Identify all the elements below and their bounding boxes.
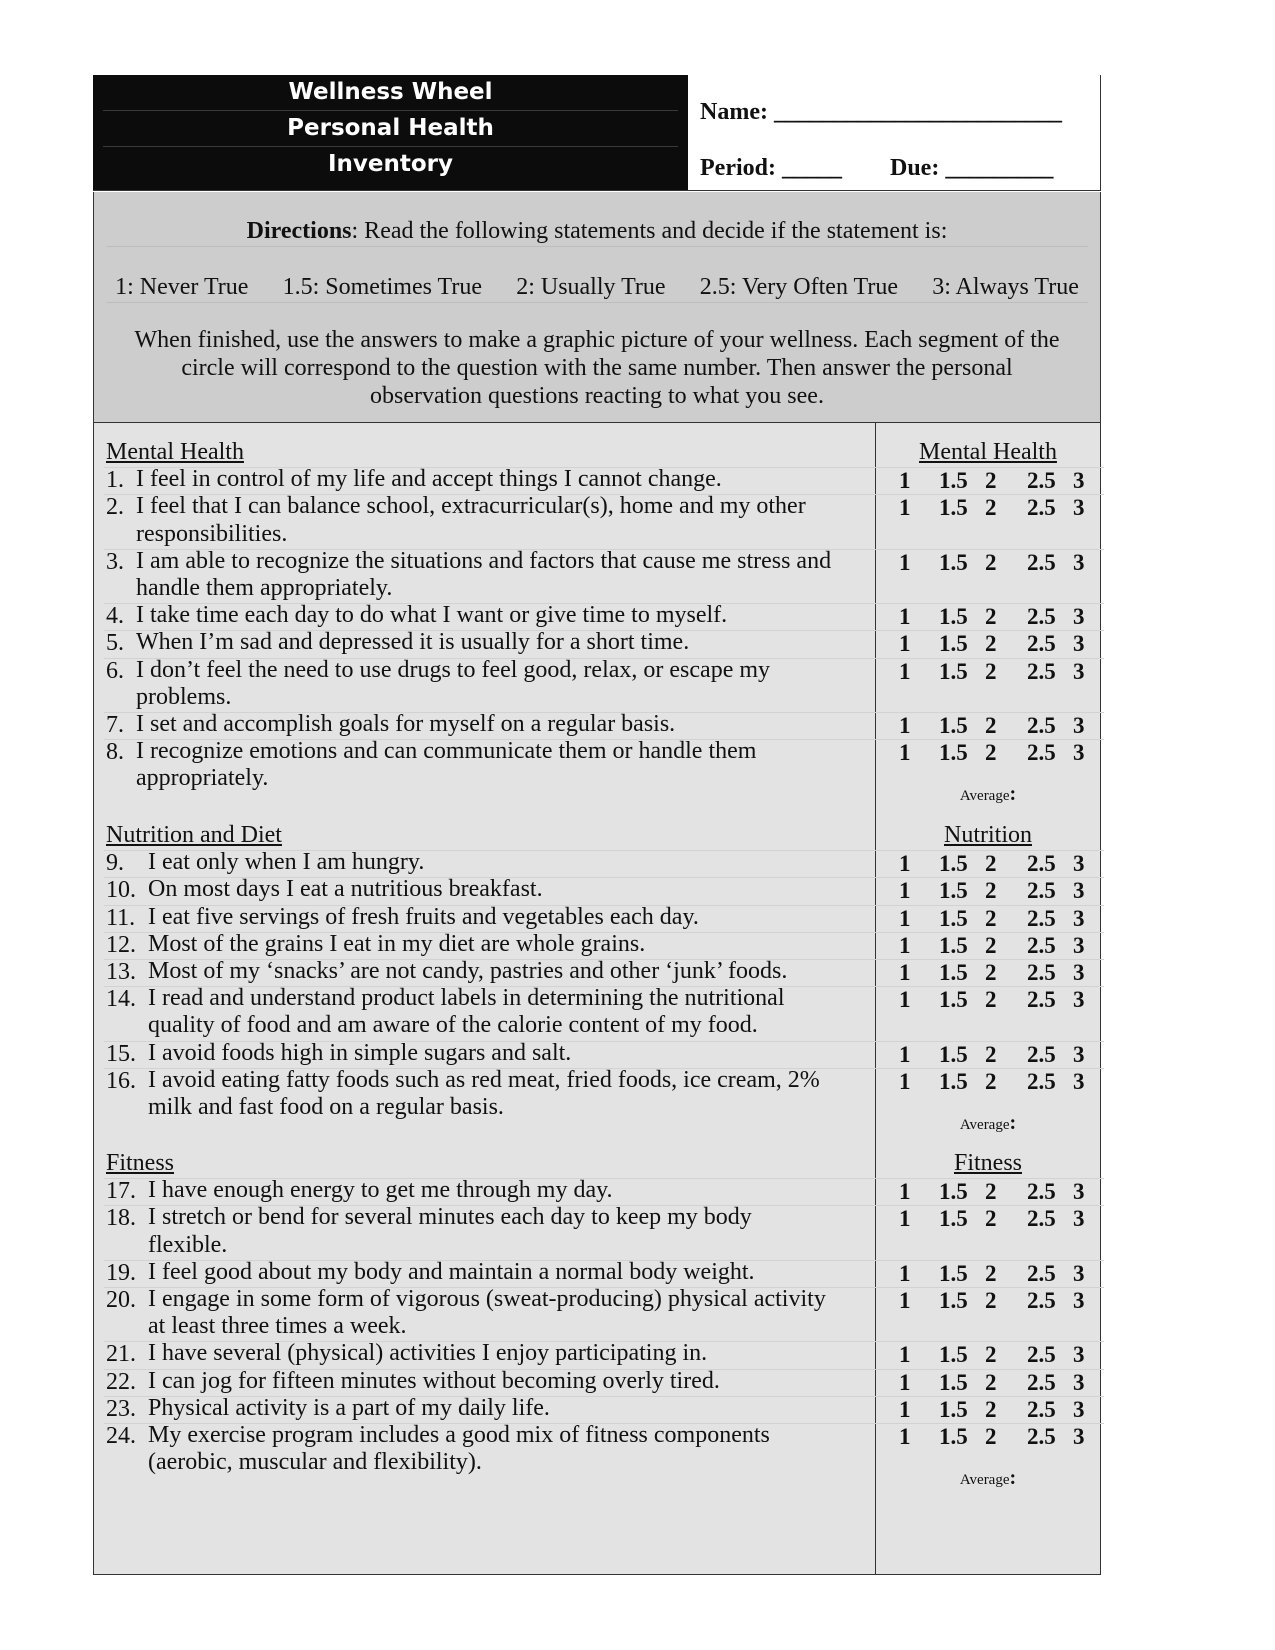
rating-option[interactable]: 1 xyxy=(899,1260,911,1286)
rating-option[interactable]: 1 xyxy=(899,1179,911,1205)
question-19 xyxy=(106,1259,866,1286)
rating-option[interactable]: 2.5 xyxy=(1027,1179,1056,1205)
rating-option[interactable]: 1 xyxy=(899,1424,911,1449)
rating-option[interactable]: 1.5 xyxy=(939,468,968,494)
rating-option[interactable]: 3 xyxy=(1073,740,1085,766)
question-text: flexible. xyxy=(148,1231,228,1258)
rating-option[interactable]: 3 xyxy=(1073,1288,1085,1313)
rating-row-9 xyxy=(877,849,1099,878)
question-23 xyxy=(106,1395,866,1422)
rating-option[interactable]: 2.5 xyxy=(1027,1424,1056,1449)
rating-option[interactable]: 2.5 xyxy=(1027,878,1056,904)
question-2 xyxy=(106,493,866,547)
rating-row-2 xyxy=(877,493,1099,522)
directions-label: Directions xyxy=(246,218,352,244)
rating-option[interactable]: 3 xyxy=(1073,1068,1085,1094)
directions-rule xyxy=(106,302,1088,303)
rating-option[interactable]: 3 xyxy=(1073,604,1085,630)
rating-option[interactable]: 2 xyxy=(985,1206,997,1232)
rating-option[interactable]: 2 xyxy=(985,1396,997,1422)
scale-item: 1.5: Sometimes True xyxy=(282,274,482,300)
rating-option[interactable]: 2 xyxy=(985,905,997,931)
rating-option[interactable]: 2 xyxy=(985,878,997,904)
rating-option[interactable]: 3 xyxy=(1073,960,1085,985)
instruction-line: circle will correspond to the question with the same number. Then answer the personal xyxy=(181,355,1013,381)
rating-option[interactable]: 1 xyxy=(899,987,911,1013)
rating-option[interactable]: 2.5 xyxy=(1027,987,1056,1013)
rating-option[interactable]: 2.5 xyxy=(1027,495,1056,521)
question-text: I feel in control of my life and accept things I cannot change. xyxy=(136,466,722,493)
rating-option[interactable]: 1.5 xyxy=(939,631,968,657)
question-text: Most of the grains I eat in my diet are whole grains. xyxy=(148,930,646,957)
rating-option[interactable]: 2.5 xyxy=(1027,658,1056,684)
question-22 xyxy=(106,1368,866,1395)
scale-item: 3: Always True xyxy=(932,274,1079,300)
rating-option[interactable]: 1 xyxy=(899,878,911,904)
rating-option[interactable]: 2.5 xyxy=(1027,740,1056,766)
question-number: 6. xyxy=(106,657,124,684)
rating-option[interactable]: 3 xyxy=(1073,932,1085,958)
directions-box xyxy=(93,192,1101,422)
rating-option[interactable]: 1 xyxy=(899,604,911,630)
question-number: 14. xyxy=(106,986,136,1013)
rating-option[interactable]: 2 xyxy=(985,1369,997,1395)
question-number: 19. xyxy=(106,1259,136,1286)
rating-option[interactable]: 3 xyxy=(1073,713,1085,738)
rating-option[interactable]: 1.5 xyxy=(939,1342,968,1368)
rating-option[interactable]: 2.5 xyxy=(1027,960,1056,985)
rating-option[interactable]: 2 xyxy=(985,1260,997,1286)
average-field-mental-health[interactable] xyxy=(877,783,1099,806)
question-text: My exercise program includes a good mix of fitness components xyxy=(148,1422,770,1448)
question-text: Physical activity is a part of my daily life. xyxy=(148,1394,550,1421)
rating-option[interactable]: 2.5 xyxy=(1027,932,1056,958)
instruction-line: When finished, use the answers to make a graphic picture of your wellness. Each segment of the xyxy=(134,327,1060,353)
question-text: I set and accomplish goals for myself on a regular basis. xyxy=(136,711,676,737)
question-text: I avoid eating fatty foods such as red meat, fried foods, ice cream, 2% xyxy=(148,1066,820,1093)
rating-option[interactable]: 1.5 xyxy=(939,987,968,1013)
rating-option[interactable]: 2.5 xyxy=(1027,549,1056,575)
rating-option[interactable]: 3 xyxy=(1073,468,1085,494)
rating-option[interactable]: 2.5 xyxy=(1027,1369,1056,1395)
title-line-2: Personal Health xyxy=(103,111,678,147)
rating-option[interactable]: 2.5 xyxy=(1027,1041,1056,1067)
question-number: 3. xyxy=(106,548,124,575)
header xyxy=(93,75,1101,191)
rating-option[interactable]: 1.5 xyxy=(939,1260,968,1286)
rating-row-16 xyxy=(877,1067,1099,1096)
rating-option[interactable]: 1 xyxy=(899,658,911,684)
rating-option[interactable]: 1 xyxy=(899,1206,911,1232)
question-text: I feel that I can balance school, extracurricular(s), home and my other xyxy=(136,493,806,520)
question-6 xyxy=(106,657,866,711)
directions-intro xyxy=(94,218,1100,245)
question-text: I eat only when I am hungry. xyxy=(148,849,425,876)
name-field[interactable]: Name: ________________________ xyxy=(700,99,1062,125)
rating-scale xyxy=(94,274,1100,301)
question-number: 23. xyxy=(106,1395,136,1422)
question-text: I can jog for fifteen minutes without becoming overly tired. xyxy=(148,1367,720,1394)
directions-text: : Read the following statements and decide if the statement is: xyxy=(351,218,948,244)
rating-option[interactable]: 1.5 xyxy=(939,1206,968,1232)
question-text: I eat five servings of fresh fruits and vegetables each day. xyxy=(148,903,699,930)
question-text: On most days I eat a nutritious breakfast. xyxy=(148,876,543,903)
title-box xyxy=(93,75,688,191)
question-text: responsibilities. xyxy=(136,520,288,547)
question-11 xyxy=(106,904,866,931)
rating-option[interactable]: 3 xyxy=(1073,495,1085,521)
question-number: 1. xyxy=(106,467,124,494)
rating-option[interactable]: 3 xyxy=(1073,1041,1085,1067)
average-label: Average xyxy=(959,788,1010,805)
rating-row-7 xyxy=(877,711,1099,740)
column-divider xyxy=(875,423,876,1575)
rating-option[interactable]: 2.5 xyxy=(1027,1068,1056,1094)
rating-option[interactable]: 1.5 xyxy=(939,713,968,738)
rating-option[interactable]: 2 xyxy=(985,960,997,985)
section-title-fitness: Fitness xyxy=(106,1150,175,1176)
rating-option[interactable]: 1.5 xyxy=(939,604,968,630)
question-number: 2. xyxy=(106,494,124,521)
average-label: Average xyxy=(959,1117,1010,1133)
rating-row-19 xyxy=(877,1259,1099,1288)
rating-option[interactable]: 1 xyxy=(899,468,911,494)
rating-option[interactable]: 2 xyxy=(985,549,997,575)
question-number: 21. xyxy=(106,1341,136,1368)
rating-option[interactable]: 2.5 xyxy=(1027,631,1056,657)
rating-option[interactable]: 1 xyxy=(899,932,911,958)
rating-option[interactable]: 1 xyxy=(899,851,911,877)
rating-row-18 xyxy=(877,1204,1099,1233)
rating-option[interactable]: 1.5 xyxy=(939,1288,968,1313)
rating-option[interactable]: 1.5 xyxy=(939,905,968,931)
question-12 xyxy=(106,931,866,958)
question-text: I avoid foods high in simple sugars and salt. xyxy=(148,1039,572,1066)
rating-option[interactable]: 2 xyxy=(985,1288,997,1313)
rating-title-fitness: Fitness xyxy=(953,1150,1022,1176)
rating-option[interactable]: 2 xyxy=(985,495,997,521)
question-3 xyxy=(106,548,866,602)
question-24 xyxy=(106,1422,866,1476)
rating-option[interactable]: 2 xyxy=(985,658,997,684)
rating-option[interactable]: 2 xyxy=(985,1179,997,1205)
rating-option[interactable]: 1 xyxy=(899,1342,911,1368)
period-field[interactable]: Period: _____ xyxy=(700,155,842,181)
question-text: I have enough energy to get me through my day. xyxy=(148,1177,613,1204)
question-18 xyxy=(106,1204,866,1258)
rating-option[interactable]: 1 xyxy=(899,1041,911,1067)
question-text: I recognize emotions and can communicate them or handle them xyxy=(136,738,757,765)
question-number: 8. xyxy=(106,739,124,766)
question-21 xyxy=(106,1340,866,1367)
student-info xyxy=(688,75,1101,191)
rating-option[interactable]: 2.5 xyxy=(1027,1396,1056,1422)
inventory-sheet xyxy=(93,75,1101,1575)
question-number: 10. xyxy=(106,877,136,904)
title-line-3: Inventory xyxy=(327,151,454,177)
rating-option[interactable]: 1 xyxy=(899,495,911,521)
rating-row-11 xyxy=(877,904,1099,933)
rating-option[interactable]: 3 xyxy=(1073,905,1085,931)
instruction-line: observation questions reacting to what you see. xyxy=(370,383,824,409)
rating-option[interactable]: 2 xyxy=(985,468,997,494)
average-colon: : xyxy=(1009,1112,1017,1134)
rating-option[interactable]: 3 xyxy=(1073,631,1085,657)
rating-title-nutrition: Nutrition xyxy=(944,822,1032,848)
question-text: I take time each day to do what I want or give time to myself. xyxy=(136,602,728,629)
rating-option[interactable]: 2 xyxy=(985,932,997,958)
rating-option[interactable]: 1.5 xyxy=(939,1396,968,1422)
question-15 xyxy=(106,1040,866,1067)
rating-option[interactable]: 3 xyxy=(1073,987,1085,1013)
question-number: 17. xyxy=(106,1178,136,1205)
rating-option[interactable]: 2.5 xyxy=(1027,1342,1056,1368)
rating-row-24 xyxy=(877,1422,1099,1451)
rating-option[interactable]: 2 xyxy=(985,987,997,1013)
question-number: 18. xyxy=(106,1205,136,1232)
question-text: I have several (physical) activities I enjoy participating in. xyxy=(148,1340,708,1367)
due-field[interactable]: Due: _________ xyxy=(890,155,1054,181)
question-number: 7. xyxy=(106,712,124,738)
rating-option[interactable]: 2 xyxy=(985,740,997,766)
average-label: Average xyxy=(959,1472,1010,1489)
scale-item: 2.5: Very Often True xyxy=(699,274,898,300)
average-field-fitness[interactable] xyxy=(877,1467,1099,1490)
rating-option[interactable]: 1.5 xyxy=(939,851,968,877)
question-text: When I’m sad and depressed it is usually for a short time. xyxy=(136,629,690,656)
rating-row-14 xyxy=(877,985,1099,1014)
rating-option[interactable]: 1 xyxy=(899,905,911,931)
rating-option[interactable]: 2.5 xyxy=(1027,1260,1056,1286)
question-text: I feel good about my body and maintain a normal body weight. xyxy=(148,1258,755,1285)
rating-option[interactable]: 1.5 xyxy=(939,1179,968,1205)
rating-row-1 xyxy=(877,466,1099,495)
question-number: 5. xyxy=(106,630,124,657)
question-8 xyxy=(106,738,866,792)
rating-option[interactable]: 2 xyxy=(985,1068,997,1094)
rating-title-mental-health: Mental Health xyxy=(919,439,1057,465)
rating-row-22 xyxy=(877,1368,1099,1397)
section-title-mental-health: Mental Health xyxy=(106,439,244,465)
rating-option[interactable]: 2 xyxy=(985,713,997,738)
rating-option[interactable]: 3 xyxy=(1073,1342,1085,1368)
scale-item: 1: Never True xyxy=(115,274,249,300)
rating-row-15 xyxy=(877,1040,1099,1069)
rating-row-13 xyxy=(877,958,1099,987)
rating-option[interactable]: 3 xyxy=(1073,851,1085,877)
rating-option[interactable]: 3 xyxy=(1073,549,1085,575)
rating-option[interactable]: 3 xyxy=(1073,1260,1085,1286)
rating-option[interactable]: 1.5 xyxy=(939,1424,968,1449)
question-14 xyxy=(106,985,866,1039)
rating-option[interactable]: 1.5 xyxy=(939,932,968,958)
rating-row-5 xyxy=(877,629,1099,658)
question-text: Most of my ‘snacks’ are not candy, pastries and other ‘junk’ foods. xyxy=(148,958,788,984)
question-20 xyxy=(106,1286,866,1340)
question-17 xyxy=(106,1177,866,1204)
question-text: I don’t feel the need to use drugs to feel good, relax, or escape my xyxy=(136,656,771,683)
rating-option[interactable]: 1 xyxy=(899,960,911,985)
rating-row-20 xyxy=(877,1286,1099,1315)
rating-option[interactable]: 3 xyxy=(1073,658,1085,684)
question-text: milk and fast food on a regular basis. xyxy=(148,1094,504,1120)
questionnaire xyxy=(93,423,1101,1575)
question-text: I read and understand product labels in determining the nutritional xyxy=(148,985,785,1012)
rating-row-12 xyxy=(877,931,1099,960)
question-text: problems. xyxy=(136,683,232,710)
question-text: handle them appropriately. xyxy=(136,575,393,601)
instructions xyxy=(94,326,1100,410)
question-1 xyxy=(106,466,866,493)
question-text: I engage in some form of vigorous (sweat-producing) physical activity xyxy=(148,1286,826,1312)
rating-option[interactable]: 2 xyxy=(985,1041,997,1067)
question-text: quality of food and am aware of the calorie content of my food. xyxy=(148,1012,758,1039)
question-number: 24. xyxy=(106,1423,136,1449)
question-number: 9. xyxy=(106,850,124,877)
question-number: 4. xyxy=(106,603,124,630)
rating-option[interactable]: 2.5 xyxy=(1027,468,1056,494)
rating-option[interactable]: 3 xyxy=(1073,1369,1085,1395)
rating-option[interactable]: 1.5 xyxy=(939,1369,968,1395)
question-text: appropriately. xyxy=(136,765,269,792)
rating-row-4 xyxy=(877,602,1099,631)
rating-option[interactable]: 1.5 xyxy=(939,740,968,766)
rating-option[interactable]: 3 xyxy=(1073,878,1085,904)
section-title-nutrition: Nutrition and Diet xyxy=(106,822,282,848)
question-number: 13. xyxy=(106,959,136,985)
rating-option[interactable]: 1 xyxy=(899,713,911,738)
question-16 xyxy=(106,1067,866,1121)
rating-option[interactable]: 1.5 xyxy=(939,658,968,684)
rating-option[interactable]: 1 xyxy=(899,740,911,766)
average-colon: : xyxy=(1009,783,1017,806)
rating-option[interactable]: 1 xyxy=(899,1288,911,1313)
question-7 xyxy=(106,711,866,738)
rating-option[interactable]: 1.5 xyxy=(939,495,968,521)
rating-option[interactable]: 1.5 xyxy=(939,960,968,985)
question-13 xyxy=(106,958,866,985)
rating-row-10 xyxy=(877,876,1099,905)
rating-row-21 xyxy=(877,1340,1099,1369)
scale-item: 2: Usually True xyxy=(516,274,666,300)
rating-option[interactable]: 2 xyxy=(985,1424,997,1449)
rating-option[interactable]: 1 xyxy=(899,1369,911,1395)
question-5 xyxy=(106,629,866,656)
rating-option[interactable]: 1.5 xyxy=(939,1068,968,1094)
question-text: I am able to recognize the situations and factors that cause me stress and xyxy=(136,547,832,574)
question-number: 16. xyxy=(106,1067,136,1094)
rating-row-17 xyxy=(877,1177,1099,1206)
average-colon: : xyxy=(1009,1467,1017,1490)
question-number: 15. xyxy=(106,1040,136,1067)
header-divider xyxy=(93,190,1101,191)
rating-option[interactable]: 1.5 xyxy=(939,878,968,904)
question-text: at least three times a week. xyxy=(148,1313,407,1340)
rating-option[interactable]: 2.5 xyxy=(1027,905,1056,931)
rating-option[interactable]: 2.5 xyxy=(1027,604,1056,630)
rating-option[interactable]: 1 xyxy=(899,1396,911,1422)
question-9 xyxy=(106,849,866,876)
rating-option[interactable]: 3 xyxy=(1073,1396,1085,1422)
rating-row-8 xyxy=(877,738,1099,767)
rating-option[interactable]: 2 xyxy=(985,604,997,630)
rating-option[interactable]: 1 xyxy=(899,549,911,575)
rating-option[interactable]: 2 xyxy=(985,631,997,657)
rating-row-3 xyxy=(877,548,1099,577)
question-number: 22. xyxy=(106,1368,136,1395)
rating-option[interactable]: 2.5 xyxy=(1027,713,1056,738)
rating-row-6 xyxy=(877,657,1099,686)
question-text: (aerobic, muscular and flexibility). xyxy=(148,1449,482,1476)
rating-option[interactable]: 2 xyxy=(985,851,997,877)
rating-row-23 xyxy=(877,1395,1099,1424)
question-text: I stretch or bend for several minutes each day to keep my body xyxy=(148,1204,752,1231)
rating-option[interactable]: 2.5 xyxy=(1027,1288,1056,1313)
question-number: 11. xyxy=(106,904,136,931)
question-4 xyxy=(106,602,866,629)
rating-option[interactable]: 1 xyxy=(899,1068,911,1094)
rating-option[interactable]: 1.5 xyxy=(939,549,968,575)
rating-option[interactable]: 1 xyxy=(899,631,911,657)
rating-option[interactable]: 3 xyxy=(1073,1179,1085,1205)
question-number: 12. xyxy=(106,931,136,958)
rating-option[interactable]: 3 xyxy=(1073,1424,1085,1449)
rating-option[interactable]: 1.5 xyxy=(939,1041,968,1067)
title-line-1: Wellness Wheel xyxy=(103,75,678,111)
question-10 xyxy=(106,876,866,903)
rating-option[interactable]: 2 xyxy=(985,1342,997,1368)
rating-option[interactable]: 2.5 xyxy=(1027,851,1056,877)
rating-option[interactable]: 3 xyxy=(1073,1206,1085,1232)
question-number: 20. xyxy=(106,1287,136,1313)
directions-rule xyxy=(106,246,1088,247)
average-field-nutrition[interactable] xyxy=(877,1112,1099,1135)
rating-option[interactable]: 2.5 xyxy=(1027,1206,1056,1232)
